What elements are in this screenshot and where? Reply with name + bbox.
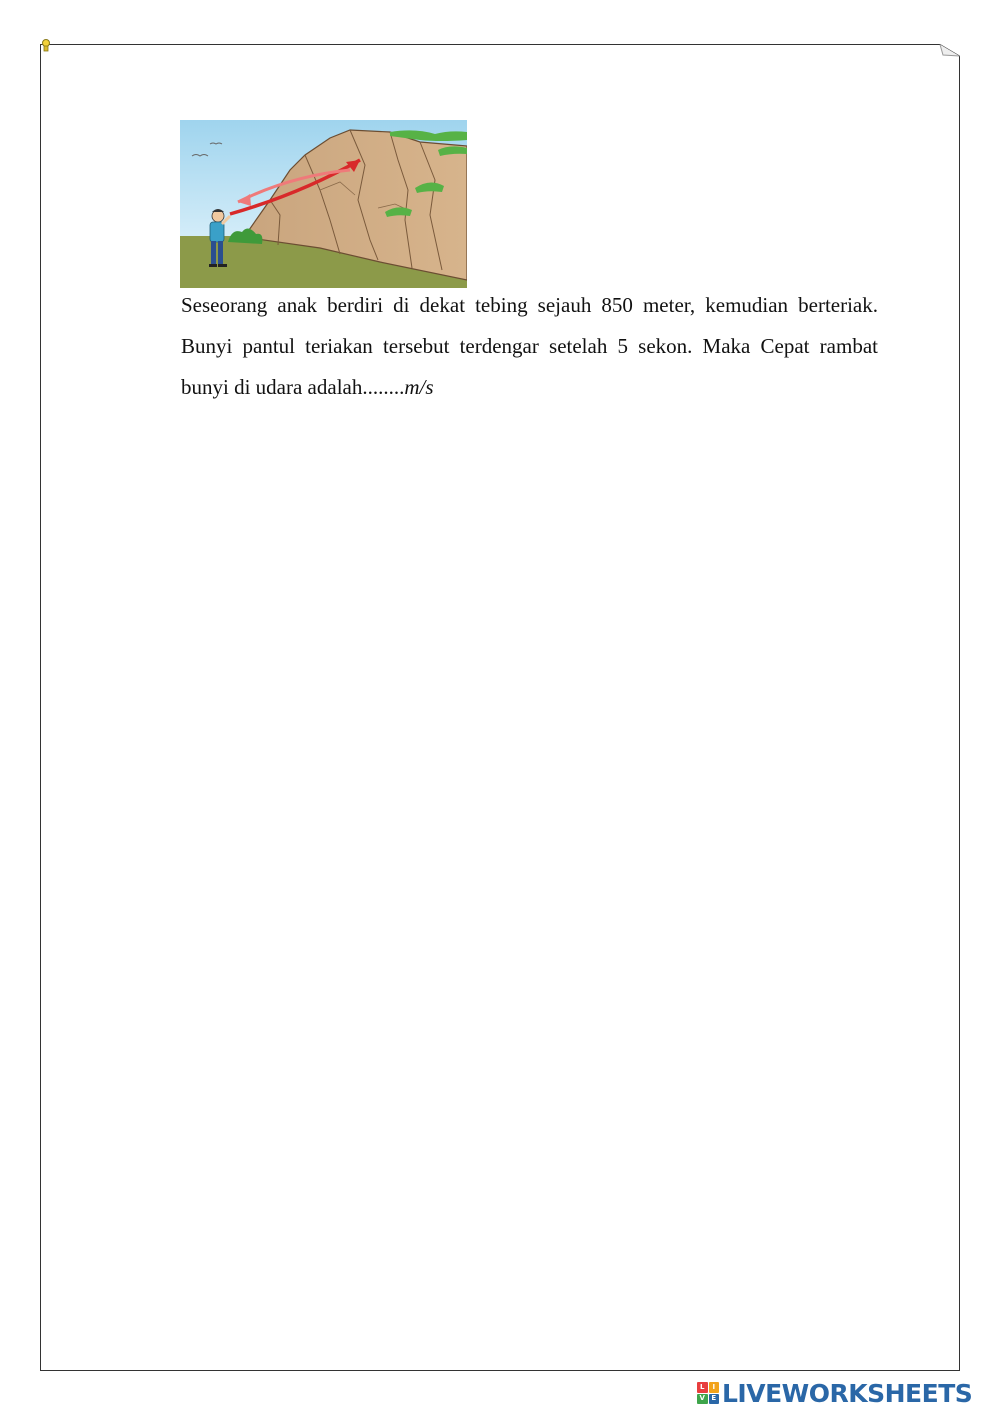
liveworksheets-logo[interactable]	[697, 1378, 972, 1408]
question-text	[181, 285, 878, 408]
badge-letter: I	[709, 1382, 720, 1393]
answer-unit: m/s	[404, 375, 434, 399]
page-frame	[40, 44, 960, 1371]
badge-letter: V	[697, 1394, 708, 1405]
pin-icon	[41, 38, 51, 54]
badge-letter: L	[697, 1382, 708, 1393]
page-border	[40, 44, 960, 1371]
live-badge-icon	[697, 1382, 719, 1404]
brand-name: LIVEWORKSHEETS	[722, 1378, 973, 1408]
badge-letter: E	[709, 1394, 720, 1405]
person-shouting-at-cliff-echo-illustration	[180, 120, 467, 288]
question-main: Seseorang anak berdiri di dekat tebing sejauh 850 meter, kemudian berteriak. Bunyi pantul teriakan tersebut terdengar setelah 5 sekon. Maka Cepat rambat bunyi di udara adalah........	[181, 293, 878, 399]
